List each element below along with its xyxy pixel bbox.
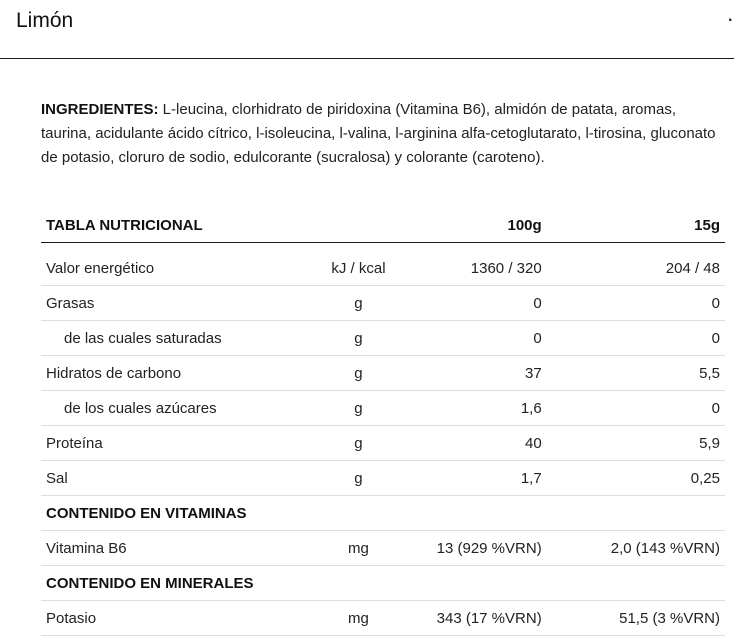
row-value-100g: 0 bbox=[406, 321, 547, 356]
table-row-protein bbox=[41, 426, 725, 461]
row-name: Grasas bbox=[41, 286, 311, 321]
row-name: Potasio bbox=[41, 601, 311, 636]
row-value-100g: 343 (17 %VRN) bbox=[406, 601, 547, 636]
header-per-100g: 100g bbox=[406, 208, 547, 243]
ingredients-text: L-leucina, clorhidrato de piridoxina (Vitamina B6), almidón de patata, aromas, taurina, acidulante ácido cítrico, l-isoleucina, l-valina, l-arginina alfa-cetoglutarato, l-tirosina, gluconato de potasio, cloruro de sodio, edulcorante (sucralosa) y colorante (caroteno). bbox=[41, 101, 716, 166]
row-value-15g: 0 bbox=[547, 391, 725, 426]
row-name: de las cuales saturadas bbox=[41, 321, 311, 356]
row-value-100g: 13 (929 %VRN) bbox=[406, 531, 547, 566]
row-unit: g bbox=[311, 286, 406, 321]
row-name: Vitamina B6 bbox=[41, 531, 311, 566]
table-section-vitamins bbox=[41, 496, 725, 531]
row-value-15g: 0 bbox=[547, 286, 725, 321]
row-unit: g bbox=[311, 461, 406, 496]
row-name: de los cuales azúcares bbox=[41, 391, 311, 426]
row-unit: g bbox=[311, 391, 406, 426]
header-per-15g: 15g bbox=[547, 208, 725, 243]
nutrition-table-header-row bbox=[41, 208, 725, 243]
row-value-15g: 0 bbox=[547, 321, 725, 356]
row-name: Sal bbox=[41, 461, 311, 496]
product-info-panel bbox=[41, 98, 725, 627]
section-header[interactable] bbox=[0, 0, 734, 59]
table-row-carbohydrates bbox=[41, 356, 725, 391]
row-value-100g: 1,6 bbox=[406, 391, 547, 426]
row-value-100g: 37 bbox=[406, 356, 547, 391]
row-unit: mg bbox=[311, 531, 406, 566]
row-value-15g: 5,9 bbox=[547, 426, 725, 461]
row-value-15g: 0,25 bbox=[547, 461, 725, 496]
row-value-100g: 0 bbox=[406, 286, 547, 321]
header-nutrition-label: TABLA NUTRICIONAL bbox=[41, 208, 311, 243]
section-heading-vitamins: CONTENIDO EN VITAMINAS bbox=[41, 496, 725, 531]
row-value-15g: 204 / 48 bbox=[547, 243, 725, 286]
row-unit: g bbox=[311, 321, 406, 356]
row-value-100g: 40 bbox=[406, 426, 547, 461]
row-unit: mg bbox=[311, 601, 406, 636]
section-title: Limón bbox=[16, 9, 74, 32]
nutrition-table bbox=[41, 208, 725, 636]
table-row-sugars bbox=[41, 391, 725, 426]
row-value-15g: 51,5 (3 %VRN) bbox=[547, 601, 725, 636]
header-unit bbox=[311, 208, 406, 243]
row-name: Hidratos de carbono bbox=[41, 356, 311, 391]
table-row-fat bbox=[41, 286, 725, 321]
section-heading-minerals: CONTENIDO EN MINERALES bbox=[41, 566, 725, 601]
table-row-saturated-fat bbox=[41, 321, 725, 356]
table-row-vitamin-b6 bbox=[41, 531, 725, 566]
row-value-100g: 1360 / 320 bbox=[406, 243, 547, 286]
table-row-energy bbox=[41, 243, 725, 286]
row-name: Proteína bbox=[41, 426, 311, 461]
collapse-toggle-icon[interactable]: · bbox=[726, 6, 734, 31]
row-unit: g bbox=[311, 356, 406, 391]
row-unit: g bbox=[311, 426, 406, 461]
row-value-15g: 2,0 (143 %VRN) bbox=[547, 531, 725, 566]
row-unit: kJ / kcal bbox=[311, 243, 406, 286]
row-value-15g: 5,5 bbox=[547, 356, 725, 391]
row-name: Valor energético bbox=[41, 243, 311, 286]
table-row-salt bbox=[41, 461, 725, 496]
ingredients-paragraph bbox=[41, 98, 725, 170]
ingredients-label: INGREDIENTES: bbox=[41, 101, 159, 118]
row-value-100g: 1,7 bbox=[406, 461, 547, 496]
table-section-minerals bbox=[41, 566, 725, 601]
table-row-potassium bbox=[41, 601, 725, 636]
